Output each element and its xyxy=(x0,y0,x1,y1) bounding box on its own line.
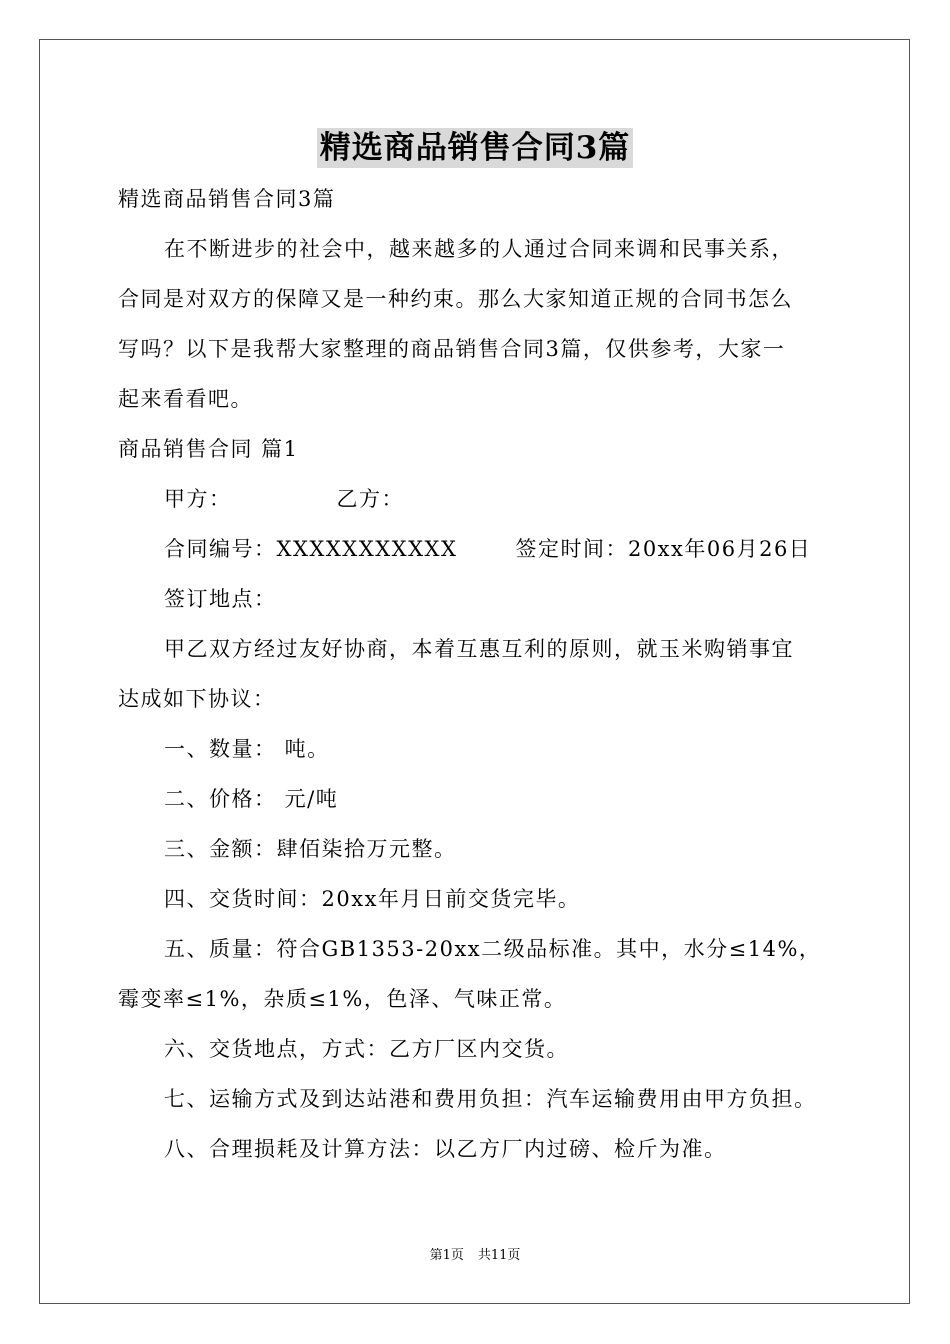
agreement-line-2: 达成如下协议： xyxy=(118,687,276,711)
clause-quality-2: 霉变率≤1%，杂质≤1%，色泽、气味正常。 xyxy=(118,987,567,1011)
intro-line-2: 合同是对双方的保障又是一种约束。那么大家知道正规的合同书怎么 xyxy=(118,287,793,311)
page-total: 共11页 xyxy=(477,1248,521,1263)
parties-line xyxy=(164,484,404,514)
clause-transport: 七、运输方式及到达站港和费用负担：汽车运输费用由甲方负担。 xyxy=(164,1087,817,1111)
intro-line-3: 写吗？以下是我帮大家整理的商品销售合同3篇，仅供参考，大家一 xyxy=(118,337,786,361)
contract-info-line xyxy=(164,534,811,564)
page-border xyxy=(39,39,910,1304)
party-a-label: 甲方： xyxy=(164,487,232,511)
clause-amount: 三、金额：肆佰柒拾万元整。 xyxy=(164,837,457,861)
clause-delivery-place: 六、交货地点，方式：乙方厂区内交货。 xyxy=(164,1037,569,1061)
clause-loss: 八、合理损耗及计算方法：以乙方厂内过磅、检斤为准。 xyxy=(164,1137,727,1161)
contract-number: 合同编号：XXXXXXXXXXX xyxy=(164,537,458,561)
agreement-line-1: 甲乙双方经过友好协商，本着互惠互利的原则，就玉米购销事宜 xyxy=(164,637,794,661)
sign-time: 签定时间：20xx年06月26日 xyxy=(515,537,812,561)
page-footer xyxy=(0,1247,950,1265)
clause-quantity: 一、数量： 吨。 xyxy=(164,737,330,761)
clause-quality-1: 五、质量：符合GB1353-20xx二级品标准。其中，水分≤14%， xyxy=(164,937,822,961)
document-subtitle: 精选商品销售合同3篇 xyxy=(118,187,336,211)
intro-line-1: 在不断进步的社会中，越来越多的人通过合同来调和民事关系， xyxy=(164,237,794,261)
intro-line-4: 起来看看吧。 xyxy=(118,387,253,411)
party-b-label: 乙方： xyxy=(336,487,404,511)
clause-price: 二、价格： 元/吨 xyxy=(164,787,339,811)
document-title: 精选商品销售合同3篇 xyxy=(317,128,634,168)
clause-delivery-time: 四、交货时间：20xx年月日前交货完毕。 xyxy=(164,887,581,911)
title-wrapper xyxy=(0,128,950,168)
section-heading: 商品销售合同 篇1 xyxy=(118,437,299,461)
sign-place: 签订地点： xyxy=(164,587,277,611)
page-number: 第1页 xyxy=(429,1248,464,1263)
